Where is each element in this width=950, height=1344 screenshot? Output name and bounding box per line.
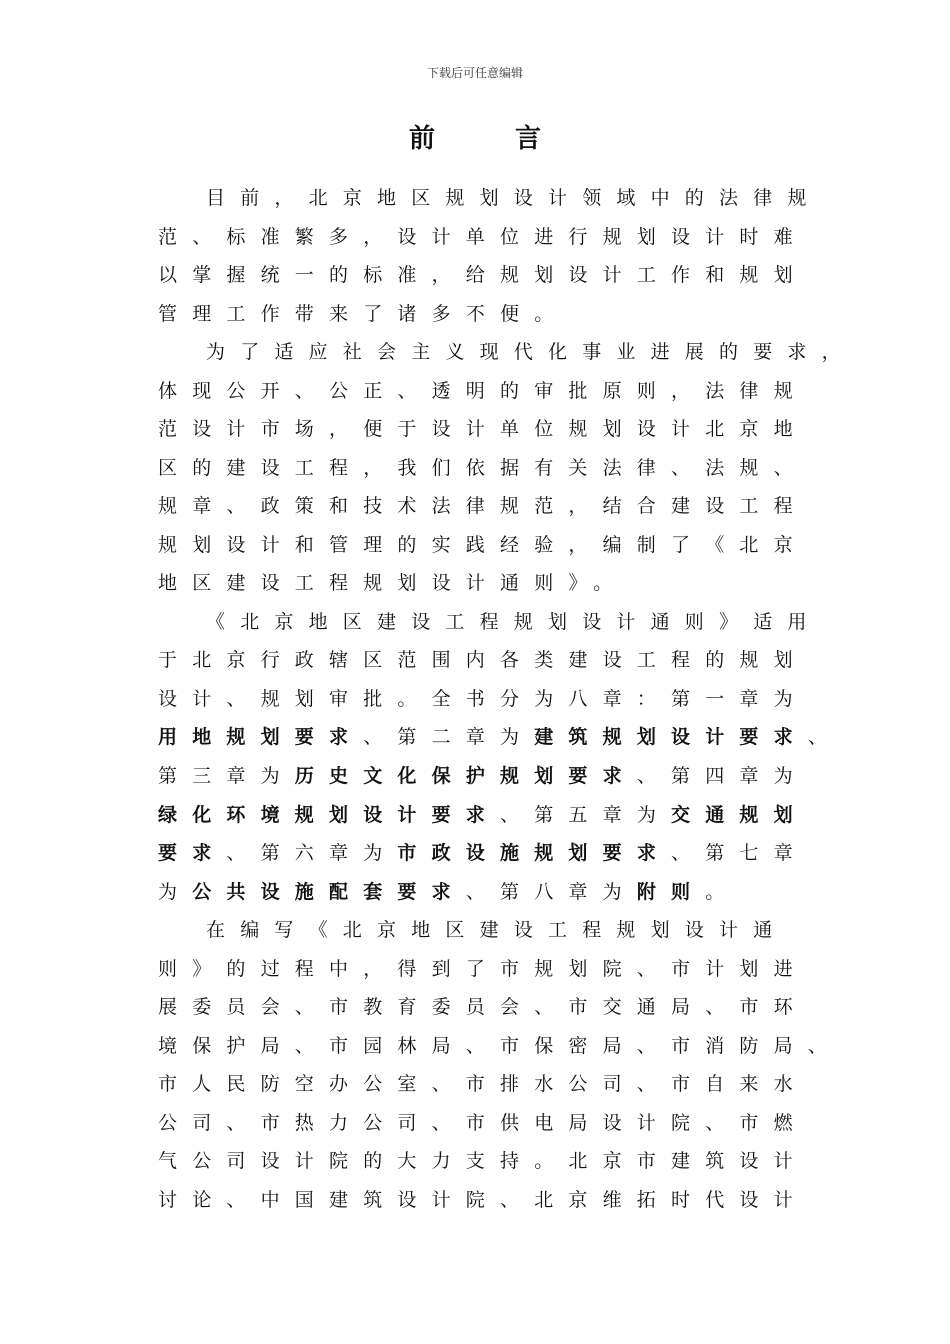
text-segment: 目前，北京地区规划设计领域中的法律规 — [206, 187, 822, 209]
text-segment: 体现公开、公正、透明的审批原则，法律规 — [158, 380, 808, 402]
text-line — [158, 1070, 808, 1098]
text-line — [158, 569, 627, 597]
text-line — [158, 377, 808, 405]
text-line — [158, 839, 808, 867]
text-line — [206, 916, 787, 944]
text-segment: 、第四章为 — [636, 765, 808, 787]
text-line — [206, 338, 856, 366]
text-line — [158, 1032, 842, 1060]
text-line — [158, 762, 808, 790]
text-segment: 展委员会、市教育委员会、市交通局、市环 — [158, 996, 808, 1018]
title-char-1: 前 — [408, 124, 435, 154]
text-segment: 市人民防空办公室、市排水公司、市自来水 — [158, 1073, 808, 1095]
text-segment: 设计、规划审批。全书分为八章：第一章为 — [158, 688, 808, 710]
text-segment: 《北京地区建设工程规划设计通则》适用 — [206, 611, 822, 633]
text-segment: 、第七章 — [671, 842, 808, 864]
text-segment: 气公司设计院的大力支持。北京市建筑设计 — [158, 1150, 808, 1172]
text-line — [206, 608, 822, 636]
text-line — [158, 1147, 808, 1175]
text-segment: 境保护局、市园林局、市保密局、市消防局、 — [158, 1035, 843, 1057]
text-line — [158, 993, 808, 1021]
text-line — [158, 801, 808, 829]
bold-text: 要求 — [158, 842, 227, 864]
text-segment: 于北京行政辖区范围内各类建设工程的规划 — [158, 649, 808, 671]
text-segment: 公司、市热力公司、市供电局设计院、市燃 — [158, 1112, 808, 1134]
bold-text: 用地规划要求 — [158, 726, 364, 748]
bold-text: 附则 — [636, 881, 706, 903]
text-segment: 、第六章为 — [226, 842, 398, 864]
page-header: 下载后可任意编辑 — [426, 66, 523, 80]
bold-text: 市政设施规划要求 — [397, 842, 672, 864]
text-line — [158, 1186, 808, 1214]
text-segment: 第三章为 — [158, 765, 295, 787]
text-segment: 规划设计和管理的实践经验，编制了《北京 — [158, 534, 808, 556]
text-segment: 范设计市场，便于设计单位规划设计北京地 — [158, 418, 808, 440]
text-line — [158, 878, 739, 906]
text-segment: 以掌握统一的标准，给规划设计工作和规划 — [158, 264, 808, 286]
text-segment: 为了适应社会主义现代化事业进展的要求， — [206, 341, 856, 363]
text-line — [158, 685, 808, 713]
text-segment: 讨论、中国建筑设计院、北京维拓时代设计 — [158, 1189, 808, 1211]
page-title — [0, 118, 950, 155]
text-segment: 、第五章为 — [500, 804, 672, 826]
bold-text: 历史文化保护规划要求 — [294, 765, 637, 787]
text-line — [158, 415, 808, 443]
text-segment: 规章、政策和技术法律规范，结合建设工程 — [158, 495, 808, 517]
text-segment: 、第二章为 — [363, 726, 535, 748]
bold-text: 交通规划 — [671, 804, 808, 826]
text-segment: 。 — [705, 881, 740, 903]
text-line — [158, 646, 808, 674]
text-segment: 地区建设工程规划设计通则》。 — [158, 572, 628, 594]
text-line — [158, 1109, 808, 1137]
text-segment: 为 — [158, 881, 193, 903]
bold-text: 绿化环境规划设计要求 — [158, 804, 501, 826]
text-line — [158, 723, 842, 751]
text-line — [158, 300, 568, 328]
text-segment: 在编写《北京地区建设工程规划设计通 — [206, 919, 788, 941]
text-segment: 、第八章为 — [465, 881, 637, 903]
text-line — [158, 261, 808, 289]
text-segment: 则》的过程中，得到了市规划院、市计划进 — [158, 958, 808, 980]
text-segment: 范、标准繁多，设计单位进行规划设计时难 — [158, 226, 808, 248]
bold-text: 建筑规划设计要求 — [534, 726, 808, 748]
text-segment: 、 — [807, 726, 843, 748]
text-line — [158, 492, 808, 520]
text-line — [158, 955, 808, 983]
text-segment: 管理工作带来了诸多不便。 — [158, 303, 569, 325]
text-segment: 区的建设工程，我们依据有关法律、法规、 — [158, 457, 808, 479]
text-line — [206, 184, 822, 212]
title-char-2: 言 — [515, 124, 542, 154]
text-line — [158, 531, 808, 559]
bold-text: 公共设施配套要求 — [192, 881, 466, 903]
text-line — [158, 454, 808, 482]
text-line — [158, 223, 808, 251]
